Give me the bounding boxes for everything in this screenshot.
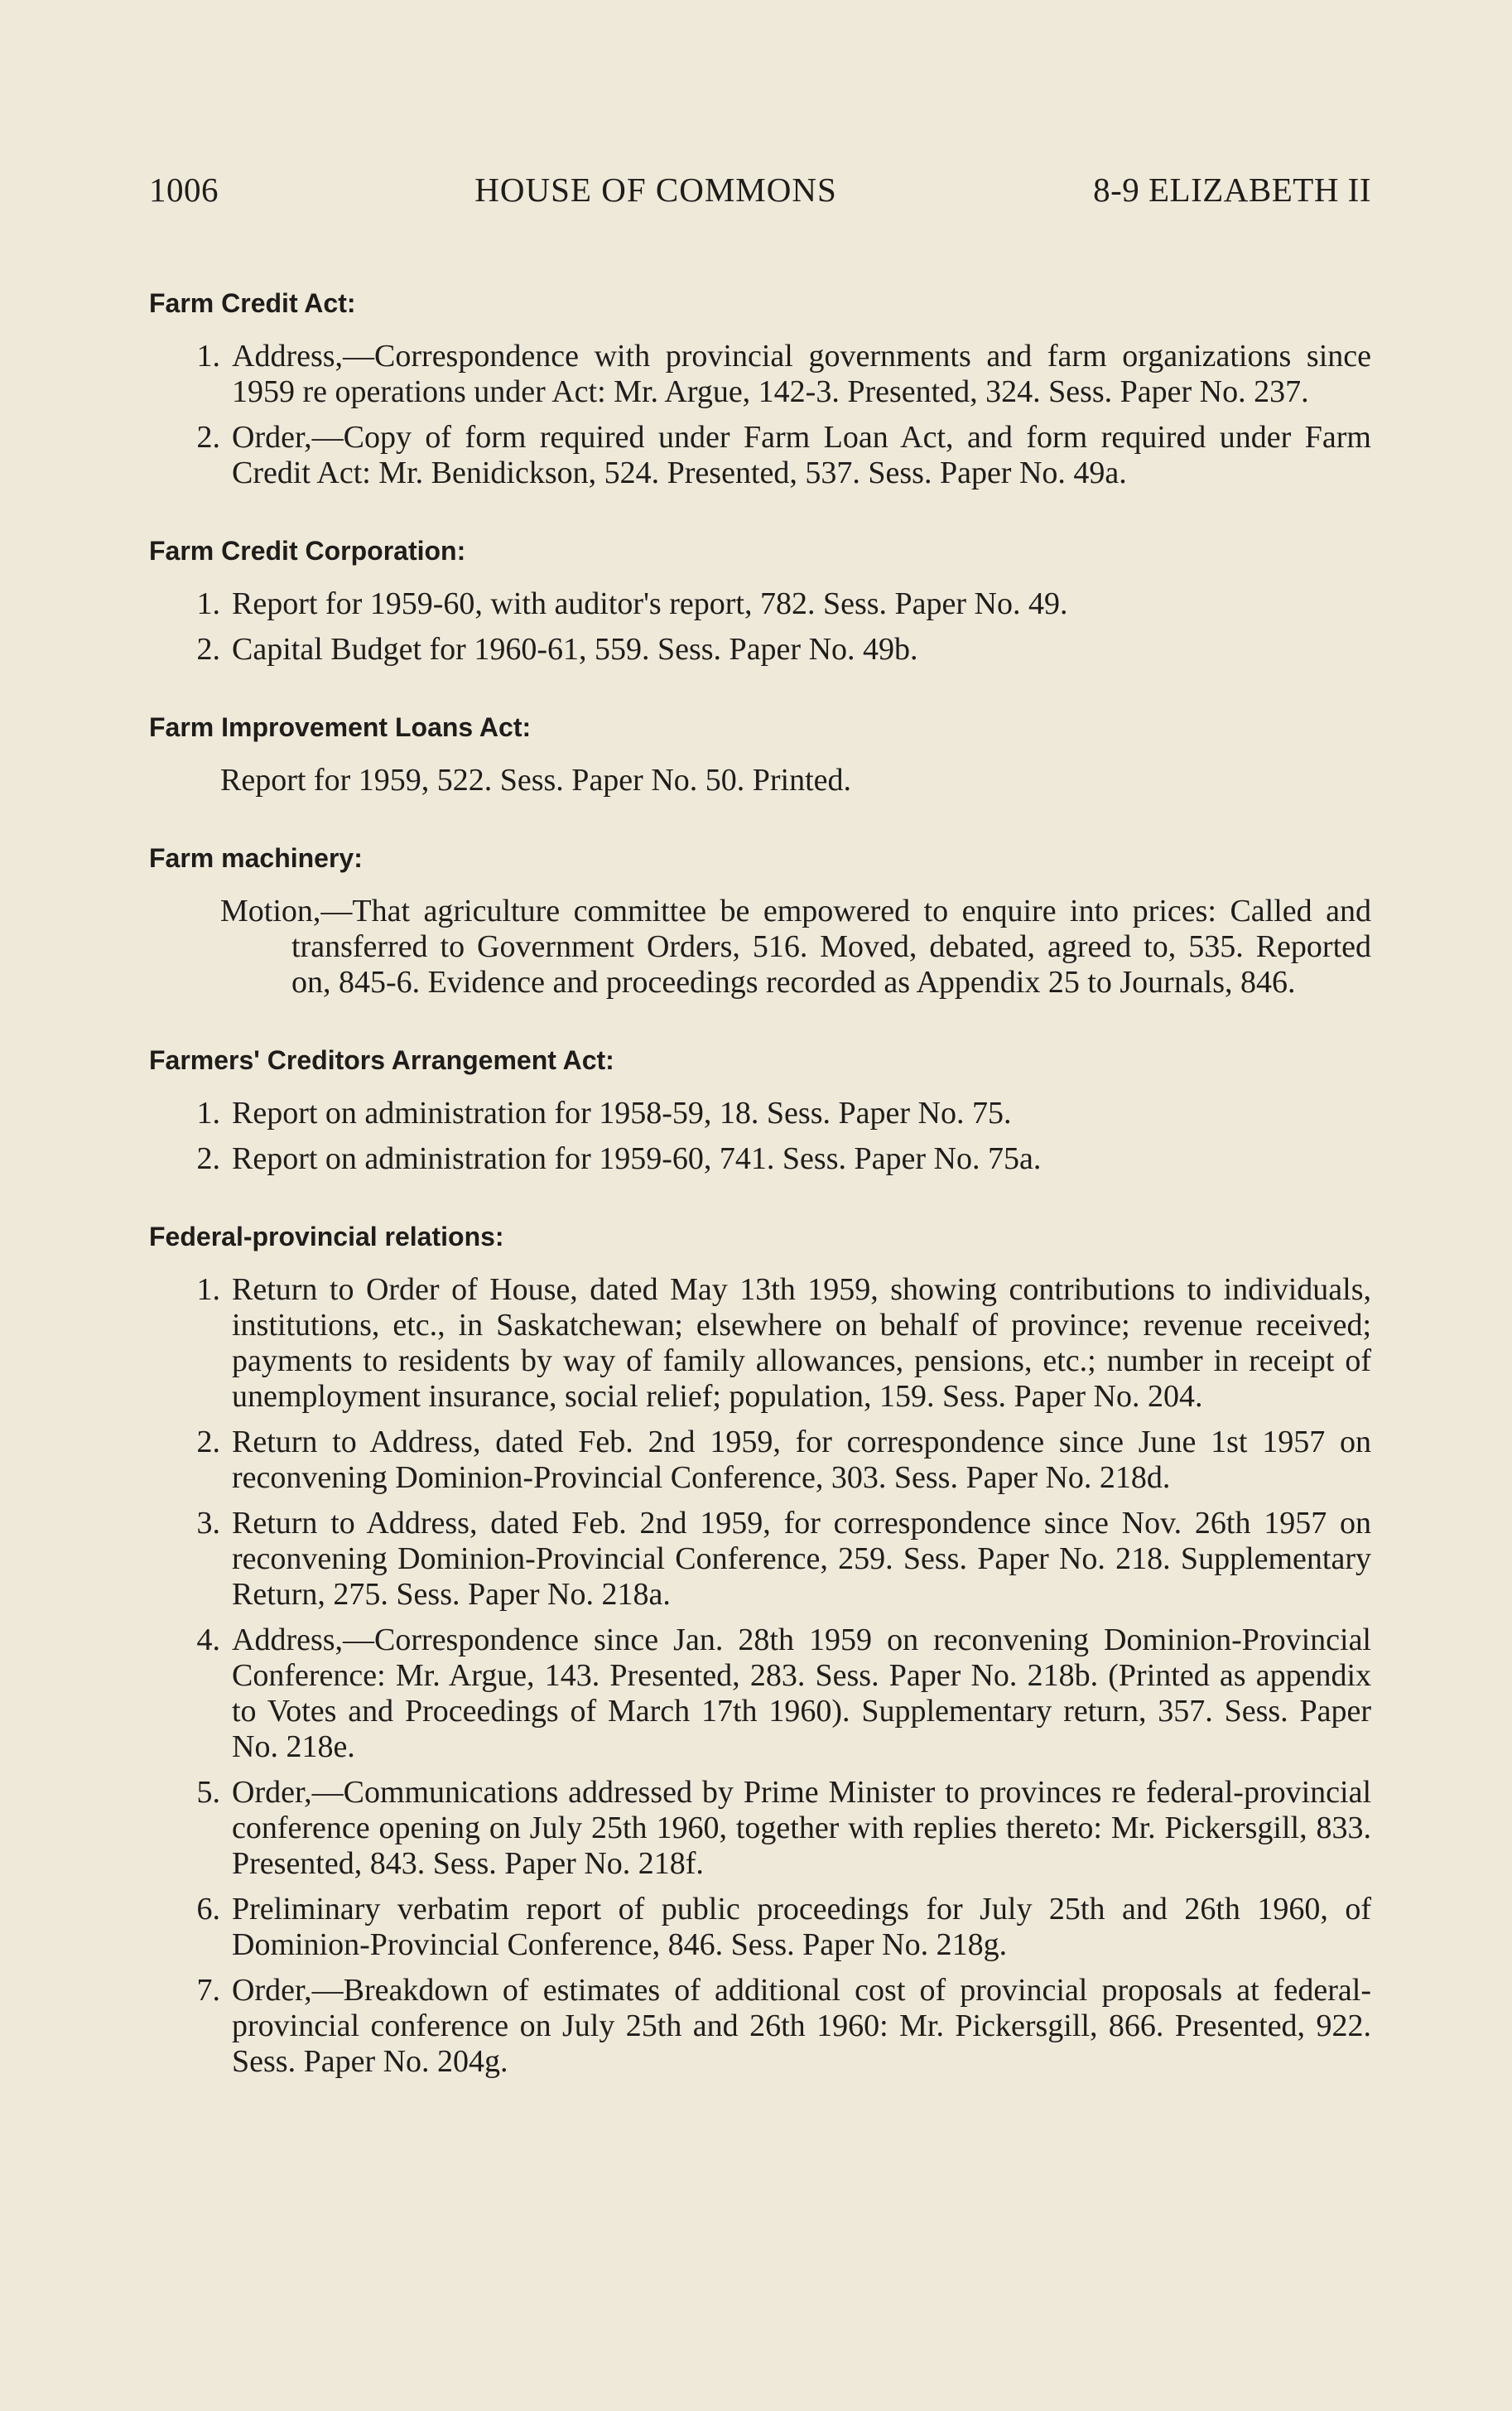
item-number: 4. bbox=[196, 1623, 220, 1657]
list-item bbox=[149, 1425, 1371, 1496]
item-text: Address,—Correspondence with provincial governments and farm organizations since 1959 re operations under Act: Mr. Argue, 142-3. Presented, 324. Sess. Paper No. 237. bbox=[232, 339, 1371, 409]
item-text: Order,—Breakdown of estimates of additional cost of provincial proposals at federal-provincial conference on July 25th and 26th 1960: Mr. Pickersgill, 866. Presented, 922. Sess. Paper No. 204g. bbox=[232, 1973, 1371, 2079]
list-item bbox=[149, 1096, 1371, 1131]
section-title: Farmers' Creditors Arrangement Act: bbox=[149, 1045, 614, 1075]
item-number: 1. bbox=[196, 1096, 220, 1131]
section-farm-machinery bbox=[149, 843, 1371, 1001]
item-number: 2. bbox=[196, 420, 220, 455]
section-federal-provincial-relations bbox=[149, 1222, 1371, 2080]
item-number: 2. bbox=[196, 1141, 220, 1176]
item-text: Report on administration for 1958-59, 18. Sess. Paper No. 75. bbox=[232, 1096, 1012, 1131]
item-text: Return to Address, dated Feb. 2nd 1959, for correspondence since June 1st 1957 on reconvening Dominion-Provincial Conference, 303. Sess. Paper No. 218d. bbox=[232, 1425, 1371, 1495]
list-item bbox=[149, 1272, 1371, 1415]
section-farm-improvement-loans-act bbox=[149, 712, 1371, 798]
section-farmers-creditors-arrangement-act bbox=[149, 1045, 1371, 1177]
item-number: 1. bbox=[196, 1272, 220, 1307]
item-text: Order,—Communications addressed by Prime Minister to provinces re federal-provincial conference opening on July 25th 1960, together with replies thereto: Mr. Pickersgill, 833. Presented, 843. Sess. Paper No. 218f. bbox=[232, 1775, 1371, 1881]
item-number: 1. bbox=[196, 339, 220, 374]
section-title: Farm Improvement Loans Act: bbox=[149, 712, 532, 742]
list-item bbox=[149, 1141, 1371, 1177]
list-item bbox=[149, 420, 1371, 491]
page-number: 1006 bbox=[149, 171, 219, 209]
section-title: Federal-provincial relations: bbox=[149, 1222, 504, 1251]
item-text: Capital Budget for 1960-61, 559. Sess. Paper No. 49b. bbox=[232, 632, 918, 667]
item-number: 7. bbox=[196, 1973, 220, 2008]
item-number: 6. bbox=[196, 1892, 220, 1926]
item-text: Order,—Copy of form required under Farm Loan Act, and form required under Farm Credit Act: Mr. Benidickson, 524. Presented, 537. Sess. Paper No. 49a. bbox=[232, 420, 1371, 490]
section-text: Motion,—That agriculture committee be empowered to enquire into prices: Called and transferred to Government Orders, 516. Moved, debated, agreed to, 535. Reported on, 845-6. Evidence and proceedings recorded as Appendix 25 to Journals, 846. bbox=[220, 894, 1371, 1000]
list-item bbox=[149, 1775, 1371, 1882]
item-number: 2. bbox=[196, 632, 220, 667]
item-text: Return to Order of House, dated May 13th 1959, showing contributions to individuals, institutions, etc., in Saskatchewan; elsewhere on behalf of province; revenue received; payments to residents by way of family allowances, pensions, etc.; number in receipt of unemployment insurance, social relief; population, 159. Sess. Paper No. 204. bbox=[232, 1272, 1371, 1414]
list-item bbox=[149, 1973, 1371, 2080]
section-farm-credit-act bbox=[149, 288, 1371, 491]
item-number: 2. bbox=[196, 1425, 220, 1459]
header-title: HOUSE OF COMMONS bbox=[474, 171, 837, 209]
item-text: Return to Address, dated Feb. 2nd 1959, for correspondence since Nov. 26th 1957 on reconvening Dominion-Provincial Conference, 259. Sess. Paper No. 218. Supplementary Return, 275. Sess. Paper No. 218a. bbox=[232, 1506, 1371, 1612]
header-session: 8-9 ELIZABETH II bbox=[1093, 171, 1371, 209]
item-text: Address,—Correspondence since Jan. 28th 1959 on reconvening Dominion-Provincial Conference: Mr. Argue, 143. Presented, 283. Sess. Paper No. 218b. (Printed as appendix to Votes and Proceedings of March 17th 1960). Supplementary return, 357. Sess. Paper No. 218e. bbox=[232, 1623, 1371, 1764]
section-farm-credit-corporation bbox=[149, 536, 1371, 668]
list-item bbox=[149, 339, 1371, 410]
item-text: Preliminary verbatim report of public proceedings for July 25th and 26th 1960, of Dominion-Provincial Conference, 846. Sess. Paper No. 218g. bbox=[232, 1892, 1371, 1962]
section-title: Farm machinery: bbox=[149, 843, 363, 873]
item-text: Report for 1959-60, with auditor's report, 782. Sess. Paper No. 49. bbox=[232, 586, 1068, 621]
list-item bbox=[149, 586, 1371, 622]
list-item bbox=[149, 1623, 1371, 1765]
item-number: 3. bbox=[196, 1506, 220, 1541]
section-title: Farm Credit Act: bbox=[149, 288, 356, 318]
list-item bbox=[149, 1506, 1371, 1613]
list-item bbox=[149, 632, 1371, 668]
item-text: Report on administration for 1959-60, 741. Sess. Paper No. 75a. bbox=[232, 1141, 1042, 1176]
section-text: Report for 1959, 522. Sess. Paper No. 50. Printed. bbox=[220, 763, 852, 798]
page-header bbox=[149, 170, 1371, 210]
item-number: 1. bbox=[196, 586, 220, 621]
section-title: Farm Credit Corporation: bbox=[149, 536, 466, 566]
list-item bbox=[149, 1892, 1371, 1963]
item-number: 5. bbox=[196, 1775, 220, 1810]
